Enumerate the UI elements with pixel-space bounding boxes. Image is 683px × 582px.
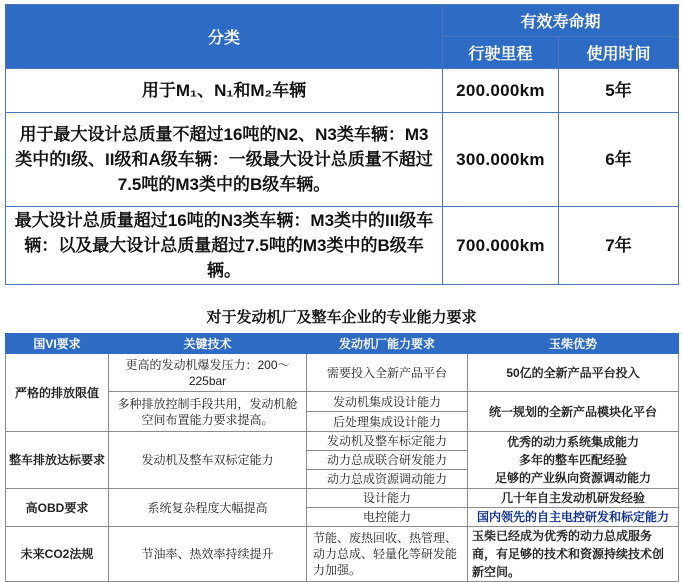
requirement-cell: 未来CO2法规 bbox=[6, 527, 109, 582]
header-engine-capability: 发动机厂能力要求 bbox=[307, 334, 468, 354]
table-row bbox=[6, 113, 679, 207]
mileage-cell: 700.000km bbox=[443, 207, 559, 285]
duration-cell: 7年 bbox=[559, 207, 679, 285]
header-key-tech: 关键技术 bbox=[109, 334, 307, 354]
advantage-cell: 玉柴已经成为优秀的动力总成服务商，有足够的技术和资源持续技术创新空间。 bbox=[468, 527, 679, 582]
capability-table-title: 对于发动机厂及整车企业的专业能力要求 bbox=[206, 309, 477, 326]
header-effective-life: 有效寿命期 bbox=[443, 5, 679, 37]
table-row bbox=[6, 354, 679, 392]
table-row bbox=[6, 527, 679, 582]
header-mileage: 行驶里程 bbox=[443, 37, 559, 69]
capability-cell: 发动机集成设计能力 bbox=[307, 392, 468, 412]
requirement-cell: 严格的排放限值 bbox=[6, 354, 109, 432]
advantage-cell bbox=[468, 432, 679, 489]
duration-cell: 5年 bbox=[559, 69, 679, 113]
table-row bbox=[6, 69, 679, 113]
advantage-cell: 统一规划的全新产品模块化平台 bbox=[468, 392, 679, 432]
advantage-cell: 50亿的全新产品平台投入 bbox=[468, 354, 679, 392]
capability-cell: 设计能力 bbox=[307, 489, 468, 508]
key-tech-cell: 更高的发动机爆发压力：200～225bar bbox=[109, 354, 307, 392]
capability-cell: 后处理集成设计能力 bbox=[307, 412, 468, 432]
key-tech-cell: 系统复杂程度大幅提高 bbox=[109, 489, 307, 527]
capability-cell: 动力总成联合研发能力 bbox=[307, 451, 468, 470]
category-cell: 最大设计总质量超过16吨的N3类车辆：M3类中的III级车辆：以及最大设计总质量超过7.5吨的M3类中的B级车辆。 bbox=[6, 207, 443, 285]
advantage-cell: 几十年自主发动机研发经验 bbox=[468, 489, 679, 508]
header-requirement: 国VI要求 bbox=[6, 334, 109, 354]
mileage-cell: 200.000km bbox=[443, 69, 559, 113]
advantage-line: 优秀的动力系统集成能力 bbox=[506, 435, 639, 449]
capability-table bbox=[5, 333, 679, 582]
category-cell: 用于最大设计总质量不超过16吨的N2、N3类车辆：M3类中的I级、II级和A级车辆：一级最大设计总质量不超过7.5吨的M3类中的B级车辆。 bbox=[6, 113, 443, 207]
requirement-cell: 整车排放达标要求 bbox=[6, 432, 109, 489]
header-duration: 使用时间 bbox=[559, 37, 679, 69]
mileage-cell: 300.000km bbox=[443, 113, 559, 207]
advantage-line: 多年的整车匹配经验 bbox=[518, 453, 627, 467]
capability-cell: 发动机及整车标定能力 bbox=[307, 432, 468, 451]
lifetime-table bbox=[5, 4, 679, 285]
capability-cell: 需要投入全新产品平台 bbox=[307, 354, 468, 392]
duration-cell: 6年 bbox=[559, 113, 679, 207]
key-tech-cell: 节油率、热效率持续提升 bbox=[109, 527, 307, 582]
category-cell: 用于M₁、N₁和M₂车辆 bbox=[6, 69, 443, 113]
capability-cell: 电控能力 bbox=[307, 508, 468, 527]
key-tech-cell: 发动机及整车双标定能力 bbox=[109, 432, 307, 489]
table-row bbox=[6, 489, 679, 508]
table-row bbox=[6, 207, 679, 285]
requirement-cell: 高OBD要求 bbox=[6, 489, 109, 527]
header-category: 分类 bbox=[6, 5, 443, 69]
capability-cell: 动力总成资源调动能力 bbox=[307, 470, 468, 489]
key-tech-cell: 多种排放控制手段共用，发动机舱空间布置能力要求提高。 bbox=[109, 392, 307, 432]
capability-cell: 节能、废热回收、热管理、动力总成、轻量化等研发能力加强。 bbox=[307, 527, 468, 582]
table-row bbox=[6, 432, 679, 451]
header-advantage: 玉柴优势 bbox=[468, 334, 679, 354]
advantage-cell: 国内领先的自主电控研发和标定能力 bbox=[468, 508, 679, 527]
advantage-line: 足够的产业纵向资源调动能力 bbox=[494, 471, 651, 485]
